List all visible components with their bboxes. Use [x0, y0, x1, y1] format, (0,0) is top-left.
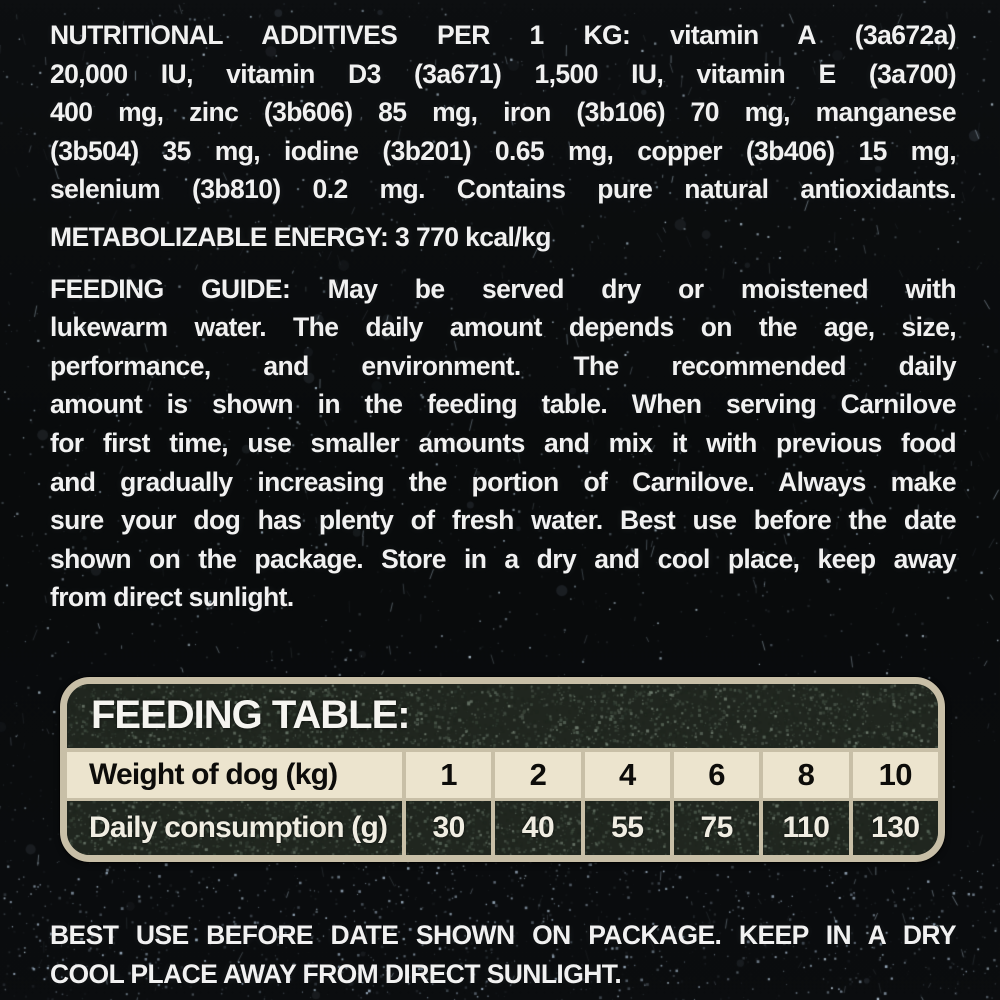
weight-value-cell: 10	[849, 752, 938, 798]
feeding-guide-line: performance, and environment. The recommended daily	[50, 350, 956, 381]
nutritional-additives-line: 20,000 IU, vitamin D3 (3a671) 1,500 IU, vitamin E (3a700)	[50, 58, 956, 89]
feeding-table-title: FEEDING TABLE:	[91, 693, 410, 738]
nutritional-additives-line: NUTRITIONAL ADDITIVES PER 1 KG: vitamin A (3a672a)	[50, 20, 956, 50]
feeding-table-weight-row	[67, 748, 938, 801]
feeding-guide-line: shown on the package. Store in a dry and cool place, keep away	[50, 543, 956, 574]
weight-value-cell: 2	[491, 752, 580, 798]
nutritional-additives-line: selenium (3b810) 0.2 mg. Contains pure natural antioxidants.	[50, 174, 956, 205]
consumption-value-cell: 30	[402, 801, 491, 855]
consumption-value-cell: 110	[759, 801, 848, 855]
consumption-value-cell: 130	[849, 801, 938, 855]
weight-value-cell: 8	[759, 752, 848, 798]
feeding-guide-line: for first time, use smaller amounts and mix it with previous food	[50, 427, 956, 458]
storage-note-line: BEST USE BEFORE DATE SHOWN ON PACKAGE. KEEP IN A DRY	[50, 919, 956, 950]
feeding-guide-line: sure your dog has plenty of fresh water. Best use before the date	[50, 505, 956, 536]
feeding-guide-line: FEEDING GUIDE: May be served dry or moistened with	[50, 273, 956, 304]
feeding-table	[60, 677, 945, 862]
metabolizable-energy-line	[50, 218, 956, 257]
weight-value-cell: 1	[402, 752, 491, 798]
consumption-value-cell: 75	[670, 801, 759, 855]
nutritional-additives-line: (3b504) 35 mg, iodine (3b201) 0.65 mg, copper (3b406) 15 mg,	[50, 135, 956, 166]
feeding-guide-line: from direct sunlight.	[50, 582, 294, 613]
consumption-value-cell: 55	[581, 801, 670, 855]
feeding-guide-line: amount is shown in the feeding table. When serving Carnilove	[50, 389, 956, 420]
feeding-guide-line: lukewarm water. The daily amount depends on the age, size,	[50, 312, 956, 343]
weight-row-label: Weight of dog (kg)	[89, 757, 338, 791]
weight-value-cell: 6	[670, 752, 759, 798]
feeding-guide-line: and gradually increasing the portion of Carnilove. Always make	[50, 466, 956, 497]
feeding-table-consumption-row	[67, 801, 938, 855]
consumption-value-cell: 40	[491, 801, 580, 855]
feeding-table-header	[67, 684, 938, 748]
nutritional-additives-line: 400 mg, zinc (3b606) 85 mg, iron (3b106) 70 mg, manganese	[50, 97, 956, 128]
metabolizable-energy-value: 3 770 kcal/kg	[395, 221, 551, 252]
nutritional-additives-paragraph	[50, 16, 956, 209]
metabolizable-energy-heading: METABOLIZABLE ENERGY:	[50, 221, 389, 252]
weight-value-cell: 4	[581, 752, 670, 798]
storage-note-paragraph	[50, 916, 956, 993]
storage-note-line: COOL PLACE AWAY FROM DIRECT SUNLIGHT.	[50, 958, 622, 989]
consumption-row-label: Daily consumption (g)	[89, 810, 388, 844]
feeding-guide-paragraph	[50, 270, 956, 617]
